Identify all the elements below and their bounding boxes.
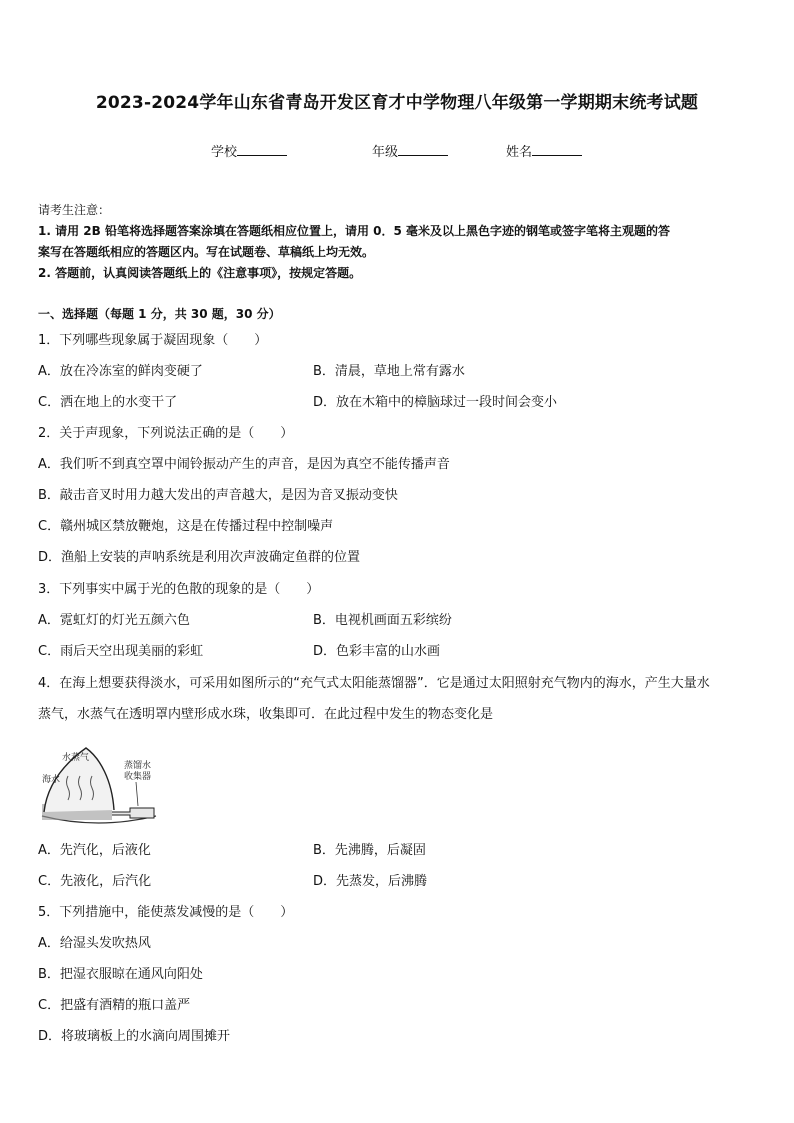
q2-option-c: C．赣州城区禁放鞭炮，这是在传播过程中控制噪声: [38, 519, 334, 534]
notice-line-1b: 案写在答题纸相应的答题区内。写在试题卷、草稿纸上均无效。: [38, 245, 375, 259]
q3-option-a: A．霓虹灯的灯光五颜六色: [38, 613, 190, 628]
q1-option-d: D．放在木箱中的樟脑球过一段时间会变小: [313, 395, 558, 410]
question-4-stem-line-1: 4．在海上想要获得淡水，可采用如图所示的“充气式太阳能蒸馏器”．它是通过太阳照射充气物内的海水，产生大量水: [38, 676, 710, 691]
q1-option-c: C．洒在地上的水变干了: [38, 395, 178, 410]
notice-line-1a: 1. 请用 2B 铅笔将选择题答案涂填在答题纸相应位置上，请用 0．5 毫米及以上黑色字迹的钢笔或签字笔将主观题的答: [38, 224, 670, 238]
school-label: 学校: [211, 145, 238, 160]
notice-heading: 请考生注意：: [38, 203, 111, 217]
q1-option-a: A．放在冷冻室的鲜肉变硬了: [38, 364, 203, 379]
solar-still-diagram: [38, 738, 162, 828]
q4-option-a: A．先汽化，后液化: [38, 843, 151, 858]
question-5-stem: 5．下列措施中，能使蒸发减慢的是（ ）: [38, 905, 294, 920]
q4-option-c: C．先液化，后汽化: [38, 874, 152, 889]
question-1-stem: 1．下列哪些现象属于凝固现象（ ）: [38, 333, 268, 348]
q3-option-c: C．雨后天空出现美丽的彩虹: [38, 644, 204, 659]
q5-option-b: B．把湿衣服晾在通风向阳处: [38, 967, 203, 982]
question-3-stem: 3．下列事实中属于光的色散的现象的是（ ）: [38, 582, 320, 597]
q3-option-b: B．电视机画面五彩缤纷: [313, 613, 452, 628]
figure-label-vapor: 水蒸气: [62, 753, 90, 763]
figure-label-collector-2: 收集器: [124, 772, 152, 782]
grade-blank: [398, 143, 448, 156]
q1-option-b: B．清晨，草地上常有露水: [313, 364, 465, 379]
q2-option-a: A．我们听不到真空罩中闹铃振动产生的声音，是因为真空不能传播声音: [38, 457, 450, 472]
q2-option-b: B．敲击音叉时用力越大发出的声音越大，是因为音叉振动变快: [38, 488, 398, 503]
section-heading: 一、选择题（每题 1 分，共 30 题，30 分）: [38, 307, 281, 321]
grade-label: 年级: [372, 145, 399, 160]
question-4-stem-line-2: 蒸气，水蒸气在透明罩内壁形成水珠，收集即可．在此过程中发生的物态变化是: [38, 707, 494, 722]
school-field: [211, 141, 287, 160]
q5-option-d: D．将玻璃板上的水滴向周围摊开: [38, 1029, 231, 1044]
name-blank: [532, 143, 582, 156]
q5-option-c: C．把盛有酒精的瓶口盖严: [38, 998, 191, 1013]
school-blank: [237, 143, 287, 156]
q4-option-d: D．先蒸发，后沸腾: [313, 874, 428, 889]
figure-label-seawater: 海水: [42, 775, 61, 785]
q2-option-d: D．渔船上安装的声呐系统是利用次声波确定鱼群的位置: [38, 550, 361, 565]
notice-line-2: 2. 答题前，认真阅读答题纸上的《注意事项》，按规定答题。: [38, 266, 362, 280]
q4-option-b: B．先沸腾，后凝固: [313, 843, 426, 858]
name-field: [506, 141, 582, 160]
grade-field: [372, 141, 448, 160]
page-title: 2023-2024学年山东省青岛开发区育才中学物理八年级第一学期期末统考试题: [95, 93, 699, 113]
q5-option-a: A．给湿头发吹热风: [38, 936, 151, 951]
name-label: 姓名: [506, 145, 533, 160]
solar-still-figure: [38, 738, 162, 828]
q3-option-d: D．色彩丰富的山水画: [313, 644, 441, 659]
question-2-stem: 2．关于声现象，下列说法正确的是（ ）: [38, 426, 294, 441]
figure-label-collector-1: 蒸馏水: [124, 761, 152, 771]
